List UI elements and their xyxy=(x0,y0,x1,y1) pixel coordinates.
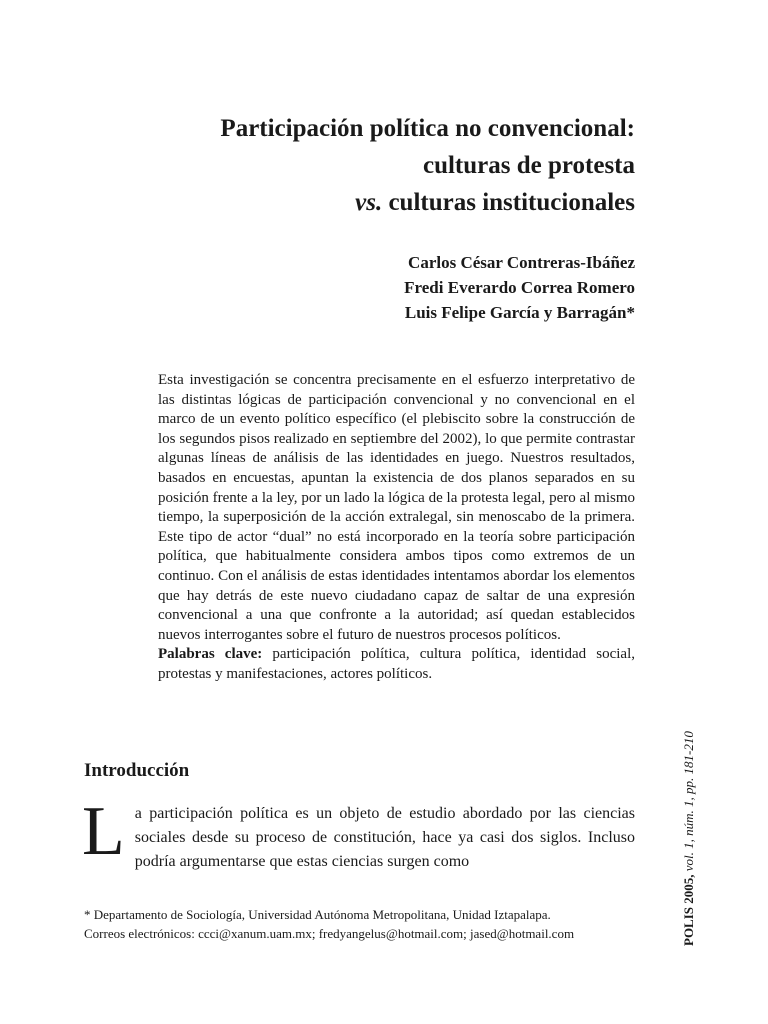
abstract-text: Esta investigación se concentra precisamente en el esfuerzo interpretativo de las distintas lógicas de participación convencional y no convencional en el marco de un evento político específico (el plebiscito sobre la construcción de los segundos pisos realizado en septiembre del 2002), lo que permite contrastar algunas líneas de análisis de las identidades en juego. Nuestros resultados, basados en encuestas, apuntan la existencia de dos planos separados en su posición frente a la ley, por un lado la lógica de la protesta legal, pero al mismo tiempo, la superposición de la acción extralegal, sin menoscabo de la primera. Este tipo de actor “dual” no está incorporado en la teoría sobre participación política, que habitualmente considera ambos tipos como extremos de un continuo. Con el análisis de estas identidades intentamos abordar los elementos que hay detrás de este nuevo ciudadano capaz de saltar de una expresión convencional a una que confronte a la autoridad; así quedan establecidos nuevos interrogantes sobre el futuro de nuestros procesos políticos. xyxy=(158,372,635,643)
author-1: Carlos César Contreras-Ibáñez xyxy=(408,253,635,272)
article-title xyxy=(75,110,635,221)
footnote xyxy=(84,905,635,943)
title-line-3 xyxy=(75,184,635,221)
journal-detail: vol. 1, núm. 1, pp. 181-210 xyxy=(681,731,696,875)
abstract xyxy=(158,371,635,685)
section-heading: Introducción xyxy=(84,760,190,781)
body-text xyxy=(82,793,635,874)
keywords-label: Palabras clave: xyxy=(158,646,263,663)
journal-name: POLIS 2005, xyxy=(681,874,696,946)
title-line-2: culturas de protesta xyxy=(422,152,635,179)
intro-paragraph xyxy=(82,793,635,874)
footnote-emails: Correos electrónicos: ccci@xanum.uam.mx; fredyangelus@hotmail.com; jased@hotmail.com xyxy=(84,926,575,941)
journal-reference xyxy=(681,731,697,946)
keywords xyxy=(158,645,635,684)
author-list xyxy=(235,250,635,325)
drop-cap: L xyxy=(82,793,125,870)
title-vs: vs. xyxy=(355,189,383,216)
intro-paragraph-text: a participación política es un objeto de estudio abordado por las ciencias sociales desde su proceso de constitución, hace ya casi dos siglos. Incluso podría argumentarse que estas ciencias surgen como xyxy=(134,805,635,870)
author-3: Luis Felipe García y Barragán* xyxy=(404,303,635,322)
title-line-1: Participación política no convencional: xyxy=(220,115,635,142)
footnote-affiliation: * Departamento de Sociología, Universidad Autónoma Metropolitana, Unidad Iztapalapa. xyxy=(84,907,551,922)
title-line-3-rest: culturas institucionales xyxy=(382,189,635,216)
keywords-list: participación política, cultura política, identidad social, protestas y manifestaciones, actores políticos. xyxy=(158,646,635,682)
author-2: Fredi Everardo Correa Romero xyxy=(404,278,635,297)
